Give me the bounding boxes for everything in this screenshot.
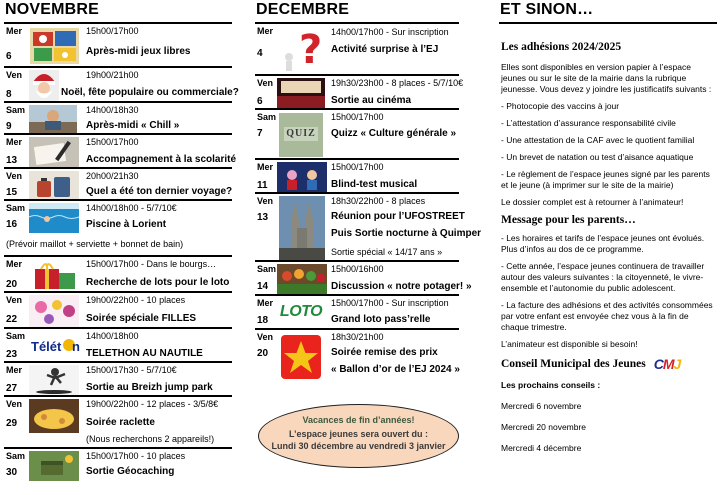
event-nov-6 [4, 24, 232, 68]
adhesions-item: - Le règlement de l’espace jeunes signé par les parents et le jeune (à imprimer sur le site de la mairie) [501, 169, 710, 190]
parents-paragraph: - Les horaires et tarifs de l’espace jeunes ont évolués. Plus d’infos au dos de ce programme. [501, 233, 705, 254]
travel-image [29, 171, 79, 199]
event-title: Blind-test musical [331, 179, 418, 190]
event-title: Sortie Géocaching [86, 466, 175, 477]
event-time: 15h00/17h00 - Dans le bourgs… [86, 259, 217, 269]
event-date: 4 [257, 48, 263, 59]
vegetable-garden-image [277, 264, 327, 294]
event-date: 14 [257, 281, 269, 292]
cmj-title: Conseil Municipal des Jeunes [501, 358, 646, 370]
event-dec-14 [255, 262, 472, 296]
cinema-image [277, 78, 325, 108]
event-day: Sam [6, 203, 26, 213]
event-date: 20 [257, 348, 269, 359]
holiday-notice-oval [258, 404, 459, 468]
parents-paragraph: L’animateur est disponible si besoin! [501, 339, 638, 349]
event-date: 15 [6, 187, 18, 198]
event-time: 15h00/17h00 [331, 112, 384, 122]
event-title: Sortie au cinéma [331, 95, 412, 106]
quiz-word: QUIZ [286, 128, 316, 139]
event-time: 18h30/21h00 [331, 332, 384, 342]
event-day: Mer [6, 137, 23, 147]
event-time: 19h00/21h00 [86, 70, 139, 80]
december-header: DECEMBRE [256, 1, 350, 18]
event-title: Activité surprise à l’EJ [331, 44, 439, 55]
event-dec-6 [255, 76, 464, 110]
homework-image [29, 137, 79, 167]
event-date: 13 [6, 155, 18, 166]
event-time: 14h00/18h00 - 5/7/10€ [86, 203, 177, 213]
loto-word: LOTO [279, 303, 323, 320]
event-dec-11 [255, 160, 459, 194]
svg-text:n: n [72, 339, 80, 354]
event-day: Ven [257, 78, 274, 88]
event-subtitle: (Nous recherchons 2 appareils!) [86, 434, 215, 444]
event-day: Mer [6, 26, 23, 36]
event-dec-20 [255, 330, 459, 386]
event-nov-9 [4, 103, 232, 135]
event-day: Ven [6, 399, 23, 409]
event-title: TELETHON AU NAUTILE [86, 348, 203, 359]
event-nov-27 [4, 363, 232, 397]
adhesions-item: - L’attestation d’assurance responsabilité civile [501, 118, 676, 128]
event-title: Soirée remise des prix [331, 347, 438, 358]
event-day: Mer [257, 26, 274, 36]
event-date: 30 [6, 467, 18, 478]
event-date: 9 [6, 121, 12, 132]
event-title: Grand loto pass’relle [331, 314, 431, 325]
quimper-cathedral-image [279, 196, 325, 260]
event-day: Sam [6, 331, 26, 341]
event-dec-7 [255, 110, 459, 160]
star-prize-image [279, 333, 323, 381]
event-time: 18h30/22h00 - 8 places [331, 196, 426, 206]
event-date: 18 [257, 315, 269, 326]
event-nov-29 [4, 397, 232, 449]
event-dec-4 [255, 24, 459, 76]
event-day: Sam [6, 105, 26, 115]
event-time: 15h00/16h00 [331, 264, 384, 274]
event-nov-30 [4, 449, 232, 483]
event-title: Discussion « notre potager! » [331, 281, 472, 292]
cmj-subtitle: Les prochains conseils : [501, 380, 601, 390]
event-time: 20h00/21h30 [86, 171, 139, 181]
cmj-date: Mercredi 6 novembre [501, 401, 582, 411]
event-date: 20 [6, 279, 18, 290]
event-title: Soirée spéciale FILLES [86, 313, 197, 324]
adhesions-section [499, 41, 717, 454]
telethon-logo [30, 332, 78, 360]
event-day: Mer [257, 298, 274, 308]
gift-box-image [29, 259, 79, 291]
event-time: 15h00/17h30 - 5/7/10€ [86, 365, 177, 375]
event-note: (Prévoir maillot + serviette + bonnet de bain) [6, 239, 184, 249]
cmj-logo-text [654, 356, 681, 372]
event-day: Ven [6, 171, 23, 181]
event-time: 19h30/23h00 - 8 places - 5/7/10€ [331, 78, 464, 88]
event-title: Recherche de lots pour le loto [86, 277, 230, 288]
question-mark-image [277, 27, 325, 73]
event-title: Piscine à Lorient [86, 219, 167, 230]
parents-paragraph: - Cette année, l’espace jeunes continuera de travailler autour des valeurs suivantes : la citoyenneté, le vivre-ensemble et l’autonomie du public adolescent. [501, 261, 705, 293]
event-time: 14h00/18h30 [86, 105, 139, 115]
event-time: 14h00/17h00 - Sur inscription [331, 27, 449, 37]
event-nov-13 [4, 135, 237, 169]
event-date: 11 [257, 180, 268, 191]
event-nov-22 [4, 293, 232, 329]
event-time: 15h00/17h00 [331, 162, 384, 172]
header-rule [499, 22, 717, 24]
event-date: 7 [257, 128, 263, 139]
event-date: 16 [6, 219, 18, 230]
event-date: 8 [6, 89, 12, 100]
event-day: Ven [257, 332, 274, 342]
event-nov-15 [4, 169, 232, 201]
event-title: Après-midi « Chill » [86, 120, 180, 131]
event-time: 15h00/17h00 [86, 137, 139, 147]
event-time: 19h00/22h00 - 12 places - 3/5/8€ [86, 399, 219, 409]
loto-logo [277, 299, 325, 327]
trampoline-image [29, 365, 79, 395]
event-title: Noël, fête populaire ou commerciale? [61, 87, 239, 98]
event-dec-18 [255, 296, 459, 330]
event-day: Sam [6, 451, 26, 461]
adhesions-item: - Un brevet de natation ou test d’aisance aquatique [501, 152, 694, 162]
et-sinon-header: ET SINON… [500, 1, 594, 18]
event-date: 29 [6, 418, 18, 429]
holiday-notice-dates: Lundi 30 décembre au vendredi 3 janvier [271, 441, 446, 451]
event-nov-23 [4, 329, 232, 363]
event-date: 6 [257, 96, 263, 107]
november-column [4, 0, 239, 483]
cmj-heading [501, 356, 715, 372]
svg-text:?: ? [299, 27, 323, 73]
event-nov-16 [4, 201, 232, 257]
december-column [255, 0, 482, 451]
cmj-logo-letter: C [653, 356, 663, 372]
event-day: Mer [6, 365, 23, 375]
event-title: Quizz « Culture générale » [331, 128, 457, 139]
holiday-notice-text: L’espace jeunes sera ouvert du : [288, 429, 429, 439]
november-header: NOVEMBRE [5, 1, 100, 18]
event-day: Mer [257, 162, 274, 172]
event-day: Sam [257, 264, 277, 274]
geocaching-image [29, 451, 79, 481]
event-title: Réunion pour l’UFOSTREET [331, 211, 465, 222]
event-time: 15h00/17h00 - 10 places [86, 451, 186, 461]
event-day: Ven [6, 295, 23, 305]
adhesions-item: - Photocopie des vaccins à jour [501, 101, 620, 111]
swimming-pool-image [29, 203, 79, 233]
event-dec-13 [255, 194, 482, 262]
event-date: 23 [6, 349, 18, 360]
parents-paragraph: - La facture des adhésions et des activités consommées par votre enfant est envoyée chez vous à la fin de chaque trimestre. [501, 300, 713, 332]
parents-title: Message pour les parents… [501, 214, 636, 226]
blind-test-image [277, 162, 327, 192]
event-nov-20 [4, 257, 232, 293]
holiday-notice-title: Vacances de fin d’années! [302, 415, 415, 425]
event-title: Soirée raclette [86, 417, 155, 428]
event-nov-8 [4, 68, 239, 103]
event-day: Sam [257, 112, 277, 122]
event-subtitle: Sortie spécial « 14/17 ans » [331, 247, 443, 257]
girls-party-image [29, 295, 79, 327]
adhesions-title: Les adhésions 2024/2025 [501, 41, 622, 53]
event-title: Sortie au Breizh jump park [86, 382, 213, 393]
board-games-image [30, 28, 79, 64]
adhesions-item: - Une attestation de la CAF avec le quotient familial [501, 135, 695, 145]
event-time: 14h00/18h00 [86, 331, 139, 341]
cmj-date: Mercredi 20 novembre [501, 422, 587, 432]
event-title-2: « Ballon d’or de l’EJ 2024 » [331, 364, 460, 375]
adhesions-footer: Le dossier complet est à retourner à l’animateur! [501, 197, 684, 207]
event-title: Quel a été ton dernier voyage? [86, 186, 233, 197]
event-time: 15h00/17h00 - Sur inscription [331, 298, 449, 308]
event-title-2: Puis Sortie nocturne à Quimper [331, 228, 482, 239]
event-day: Ven [257, 196, 274, 206]
event-date: 13 [257, 212, 269, 223]
event-time: 19h00/22h00 - 10 places [86, 295, 186, 305]
event-day: Mer [6, 259, 23, 269]
quiz-image [279, 113, 323, 157]
svg-text:Télét: Télét [31, 339, 62, 354]
event-date: 27 [6, 383, 18, 394]
event-title: Accompagnement à la scolarité [86, 154, 237, 165]
adhesions-intro: Elles sont disponibles en version papier à l’espace jeunes ou sur le site de la mairie dans la rubrique jeunesse. Vous devez y joindre les justificatifs suivants : [501, 62, 712, 94]
event-day: Ven [6, 70, 23, 80]
raclette-image [29, 399, 79, 433]
event-date: 22 [6, 314, 18, 325]
event-title: Après-midi jeux libres [86, 46, 191, 57]
event-time: 15h00/17h00 [86, 26, 139, 36]
cmj-logo-letter: J [673, 356, 681, 372]
et-sinon-column [499, 0, 717, 458]
cmj-logo-letter: M [662, 356, 674, 372]
chill-image [29, 105, 77, 133]
event-date: 6 [6, 51, 12, 62]
cmj-logo [654, 356, 681, 372]
santa-claus-image [29, 70, 59, 101]
cmj-date: Mercredi 4 décembre [501, 443, 582, 453]
